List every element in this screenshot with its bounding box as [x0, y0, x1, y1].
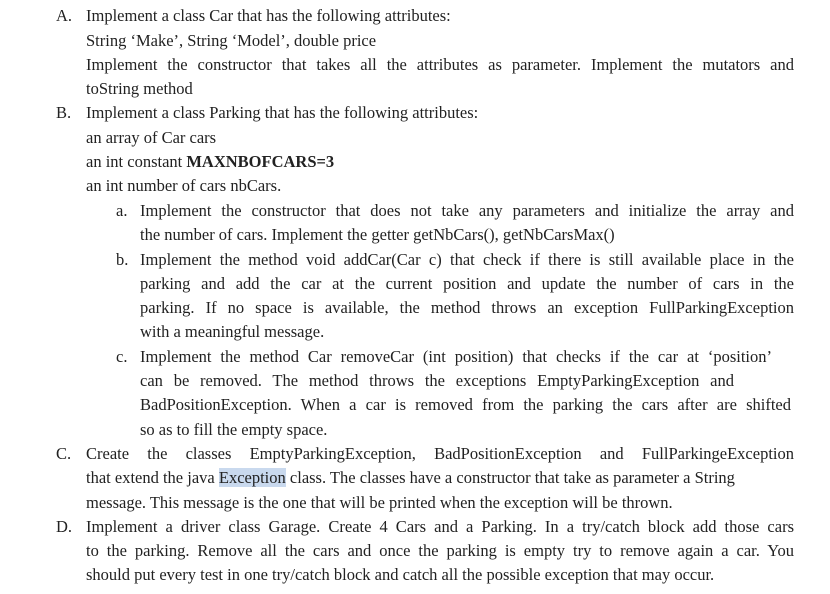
- section-marker: B.: [56, 103, 72, 122]
- section-line: Implement a driver class Garage. Create 4 Cars and a Parking. In a try/catch block add those cars: [86, 517, 794, 536]
- subitem-line: can be removed. The method throws the exceptions EmptyParkingException and: [140, 371, 734, 390]
- constant-name: MAXNBOFCARS=3: [186, 152, 335, 171]
- section-line: Implement the constructor that takes all the attributes as parameter. Implement the mutators and: [86, 55, 794, 74]
- subitem-line: the number of cars. Implement the getter getNbCars(), getNbCarsMax(): [140, 225, 615, 244]
- section-line-text: that extend the java: [86, 468, 219, 487]
- subitem-marker: b.: [116, 250, 129, 269]
- section-line: message. This message is the one that will be printed when the exception will be thrown.: [86, 493, 673, 512]
- subitem-marker: a.: [116, 201, 128, 220]
- subitem-line: with a meaningful message.: [140, 322, 325, 341]
- section-line: an int number of cars nbCars.: [86, 176, 282, 195]
- section-marker: C.: [56, 444, 72, 463]
- section-line: an array of Car cars: [86, 128, 217, 147]
- section-line: should put every test in one try/catch block and catch all the possible exception that may occur.: [86, 565, 715, 584]
- section-line: [86, 468, 735, 488]
- section-line-text: an int constant: [86, 152, 187, 171]
- section-line: Implement a class Car that has the following attributes:: [86, 6, 451, 25]
- subitem-marker: c.: [116, 347, 128, 366]
- text-selection-highlight[interactable]: Exception: [218, 468, 286, 487]
- subitem-line: Implement the method Car removeCar (int position) that checks if the car at ‘position’: [140, 347, 772, 366]
- subitem-line: parking and add the car at the current position and update the number of cars in the: [140, 274, 794, 293]
- section-line: to the parking. Remove all the cars and once the parking is empty try to remove again a car. You: [86, 541, 794, 560]
- section-line: Create the classes EmptyParkingException, BadPositionException and FullParkingeException: [86, 444, 794, 463]
- section-marker: D.: [56, 517, 73, 536]
- subitem-line: Implement the constructor that does not take any parameters and initialize the array and: [140, 201, 794, 220]
- section-line: Implement a class Parking that has the following attributes:: [86, 103, 479, 122]
- subitem-line: so as to fill the empty space.: [140, 420, 328, 439]
- subitem-line: Implement the method void addCar(Car c) that check if there is still available place in the: [140, 250, 794, 269]
- subitem-line: BadPositionException. When a car is removed from the parking the cars after are shifted: [140, 395, 791, 414]
- section-line: String ‘Make’, String ‘Model’, double price: [86, 31, 377, 50]
- section-line: toString method: [86, 79, 193, 98]
- section-line: [86, 152, 334, 172]
- section-line-text: class. The classes have a constructor that take as parameter a String: [285, 468, 735, 487]
- subitem-line: parking. If no space is available, the method throws an exception FullParkingException: [140, 298, 794, 317]
- section-marker: A.: [56, 6, 73, 25]
